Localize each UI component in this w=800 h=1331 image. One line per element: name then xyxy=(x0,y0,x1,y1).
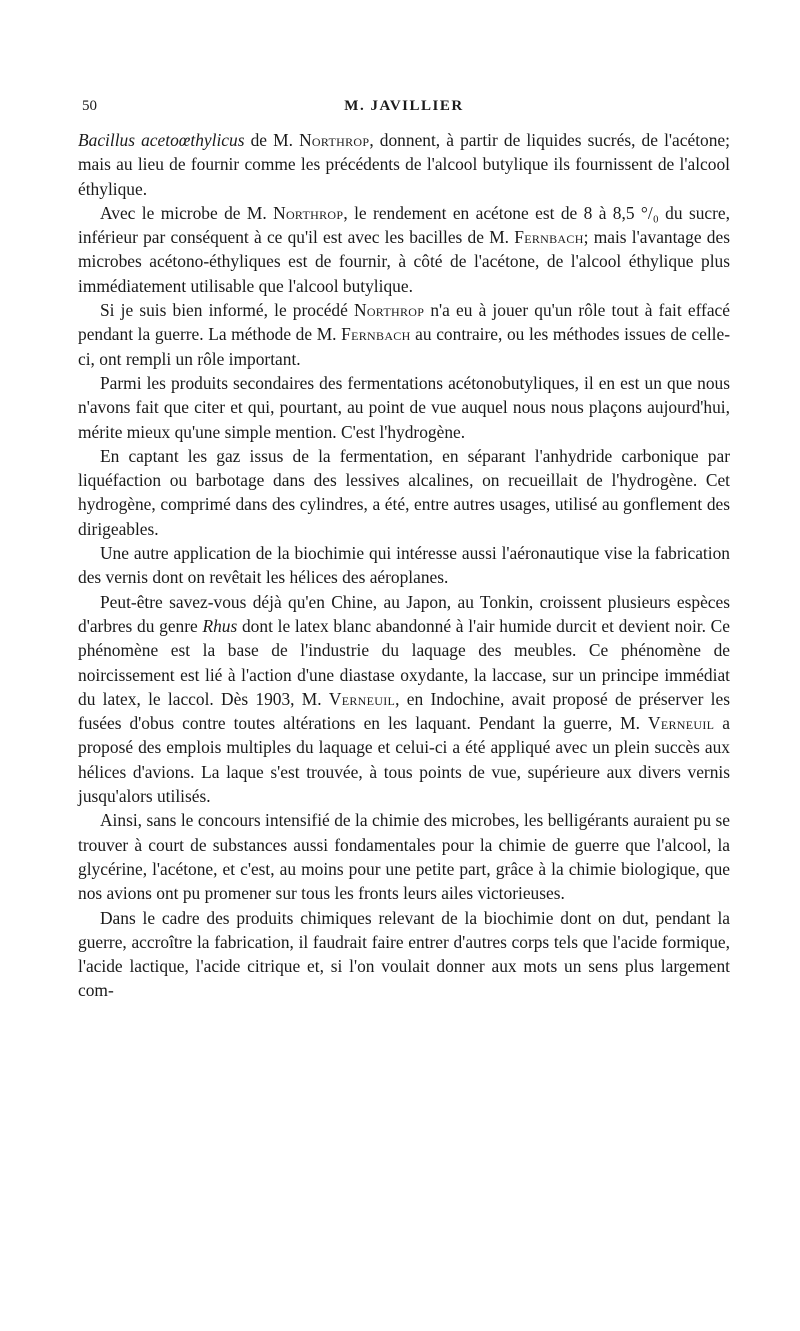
page-number: 50 xyxy=(82,98,97,114)
text-run: Si je suis bien informé, le procédé xyxy=(100,300,354,321)
author-name: Verneuil xyxy=(328,688,396,709)
paragraph-2 xyxy=(78,201,730,298)
running-head: M. JAVILLIER xyxy=(344,98,464,114)
author-name: Fernbach xyxy=(341,324,411,345)
author-name: Northrop xyxy=(273,202,344,223)
page-header xyxy=(78,98,730,120)
species-name: Bacillus acetoœthylicus xyxy=(78,130,245,150)
author-name: Northrop xyxy=(299,130,370,150)
text-run: a proposé des emplois multiples du laquage et celui-ci a été appliqué avec un plein succès aux hélices d'avions. La laque s'est trouvée, à tous points de vue, supérieure aux divers vernis jusqu'alors utilisés. xyxy=(78,713,730,807)
author-name: Verneuil xyxy=(647,713,715,734)
text-run: n'a eu à jouer qu'un rôle tout à fait effacé pendant la guerre. La méthode de M. xyxy=(78,300,730,345)
paragraph-3 xyxy=(78,298,730,371)
text-run: , le rendement en acétone est de 8 à 8,5 °/₀ du sucre, inférieur par conséquent à ce qu'il est avec les bacilles de M. xyxy=(78,202,730,248)
text-run: dont le latex blanc abandonné à l'air humide durcit et devient noir. Ce phénomène est la base de l'industrie du laquage des meubles. Ce phénomène de noircissement est lié à l'action d'une diastase oxydante, la laccase, sur un principe immédiat du latex, le laccol. Dès 1903, M. xyxy=(78,615,730,709)
author-name: Fernbach xyxy=(514,227,584,248)
text-run: ; mais l'avantage des microbes acétono-éthyliques est de fournir, à côté de l'acétone, de l'alcool éthylique plus immédiatement utilisable que l'alcool butylique. xyxy=(78,227,730,296)
text-run: de M. xyxy=(244,130,300,150)
paragraph-8 xyxy=(78,808,730,905)
text-run: Dans le cadre des produits chimiques relevant de la biochimie dont on dut, pendant la guerre, accroître la fabrication, il faudrait faire entrer d'autres corps tels que l'acide formique, l'acide lactique, l'acide citrique et, si l'on voulait donner aux mots un sens plus largement com- xyxy=(78,907,730,1001)
text-run: , donnent, à partir de liquides sucrés, de l'acétone; mais au lieu de fournir comme les précédents de l'alcool butylique ils fournissent de l'alcool éthylique. xyxy=(78,130,730,199)
paragraph-7 xyxy=(78,590,730,809)
text-run: Ainsi, sans le concours intensifié de la chimie des microbes, les belligérants auraient pu se trouver à court de substances aussi fondamentales pour la chimie de guerre que l'alcool, la glycérine, l'acétone, et c'est, au moins pour une petite part, grâce à la chimie biologique, que nos avions ont pu promener sur tous les fronts leurs ailes victorieuses. xyxy=(78,810,730,904)
text-run: Parmi les produits secondaires des fermentations acétonobutyliques, il en est un que nous n'avons fait que citer et qui, pourtant, au point de vue auquel nous nous plaçons aujourd'hui, mérite mieux qu'une simple mention. C'est l'hydrogène. xyxy=(78,372,730,442)
text-run: Une autre application de la biochimie qui intéresse aussi l'aéronautique vise la fabrication des vernis dont on revêtait les hélices des aéroplanes. xyxy=(78,543,730,588)
text-run: Avec le microbe de M. xyxy=(100,202,274,223)
paragraph-5 xyxy=(78,444,730,541)
genus-name: Rhus xyxy=(202,615,238,636)
body-text xyxy=(78,128,730,1003)
text-run: En captant les gaz issus de la fermentation, en séparant l'anhydride carbonique par liquéfaction ou barbotage dans des lessives alcalines, on recueillait de l'hydrogène. Cet hydrogène, comprimé dans des cylindres, a été, entre autres usages, utilisé au gonflement des dirigeables. xyxy=(78,445,730,539)
paragraph-6 xyxy=(78,541,730,590)
paragraph-9 xyxy=(78,906,730,1003)
author-name: Northrop xyxy=(353,300,425,321)
text-run: au contraire, ou les méthodes issues de celle-ci, ont rempli un rôle important. xyxy=(78,324,730,369)
paragraph-4 xyxy=(78,371,730,444)
book-page xyxy=(78,98,730,1003)
text-run: Peut-être savez-vous déjà qu'en Chine, au Japon, au Tonkin, croissent plusieurs espèces d'arbres du genre xyxy=(78,591,730,636)
text-run: , en Indochine, avait proposé de préserver les fusées d'obus contre toutes altérations en les laquant. Pendant la guerre, M. xyxy=(78,688,730,734)
paragraph-1 xyxy=(78,128,730,201)
